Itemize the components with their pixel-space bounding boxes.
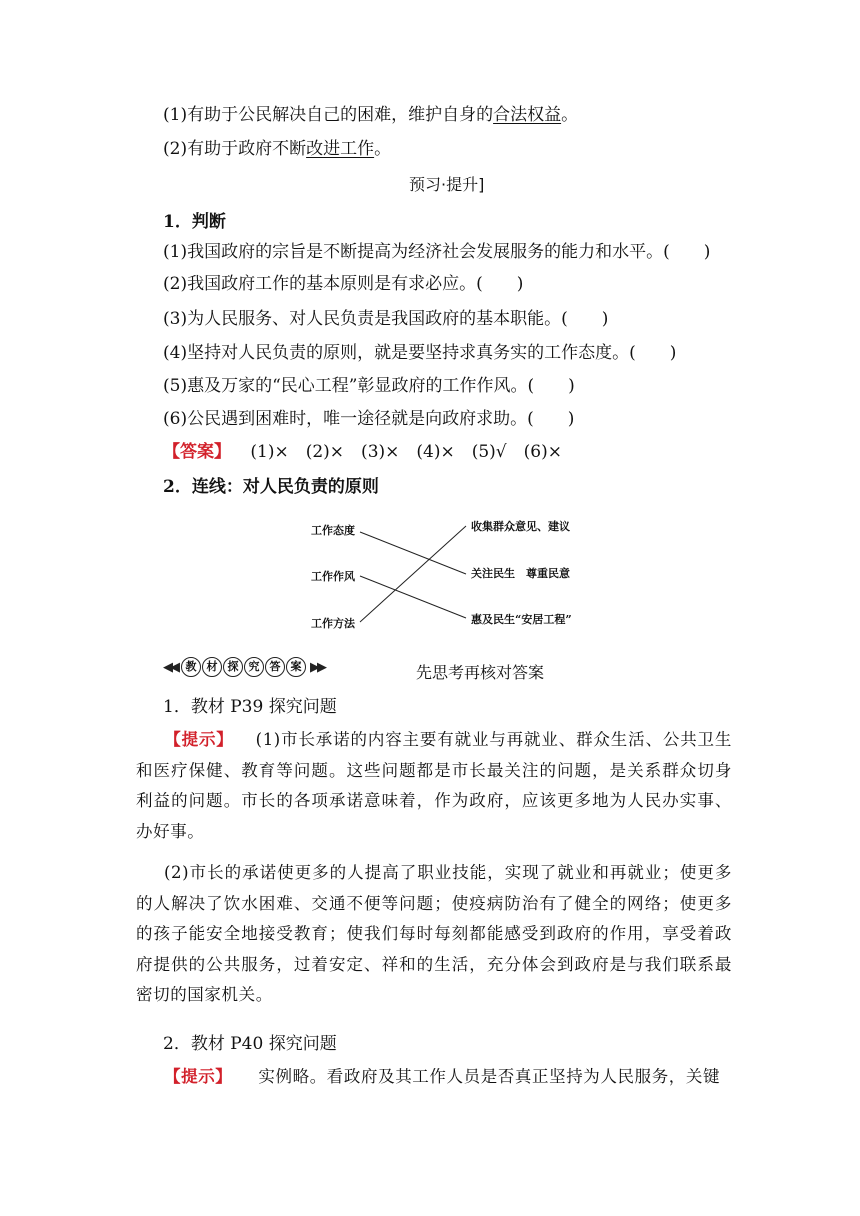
intro-line-2-underlined: 改进工作 (306, 139, 375, 159)
intro-line-1 (163, 104, 578, 126)
intro-line-2-prefix: (2)有助于政府不断 (163, 139, 307, 159)
banner-char-4: 究 (244, 657, 264, 677)
q2-p1-text: 实例略。看政府及其工作人员是否真正坚持为人民服务，关键 (258, 1067, 721, 1086)
connect-title-text: 2．连线：对人民负责的原则 (163, 477, 379, 497)
q1-paragraph-1 (136, 725, 732, 847)
banner-char-1: 教 (181, 657, 201, 677)
diagram-right-1: 收集群众意见、建议 (471, 520, 570, 533)
answer-row (163, 441, 562, 463)
hint-label-1: 【提示】 (164, 730, 234, 749)
explore-banner (163, 656, 324, 678)
judge-item-5: (5)惠及万家的“民心工程”彰显政府的工作作风。( ) (163, 376, 575, 396)
q2-title: 2．教材 P40 探究问题 (163, 1034, 337, 1054)
q1-p1-text: (1)市长承诺的内容主要有就业与再就业、群众生活、公共卫生和医疗保健、教育等问题。这些问题都是市长最关注的问题，是关系群众切身利益的问题。市长的各项承诺意味着，作为政府，应该更多地为人民办实事、办好事。 (136, 730, 732, 841)
judge-item-4: (4)坚持对人民负责的原则，就是要坚持求真务实的工作态度。( ) (163, 343, 677, 363)
intro-line-1-prefix: (1)有助于公民解决自己的困难，维护自身的 (163, 105, 494, 125)
connector-line-1 (360, 532, 466, 574)
section-heading: 预习·提升] (409, 175, 485, 194)
hint-label-2: 【提示】 (164, 1067, 233, 1086)
diagram-right-2: 关注民生 尊重民意 (471, 567, 570, 580)
judge-item-6: (6)公民遇到困难时，唯一途径就是向政府求助。( ) (163, 409, 575, 429)
banner-left-arrows-icon: ◀◀ (163, 659, 177, 675)
judge-item-1: (1)我国政府的宗旨是不断提高为经济社会发展服务的能力和水平。( ) (163, 242, 711, 262)
answer-label: 【答案】 (163, 442, 231, 462)
q2-paragraph (136, 1062, 732, 1093)
diagram-left-2: 工作作风 (311, 570, 355, 583)
intro-line-2 (163, 138, 391, 160)
diagram-left-3: 工作方法 (311, 617, 355, 630)
connector-line-2 (360, 576, 466, 618)
diagram-left-1: 工作态度 (311, 524, 355, 537)
q1-title: 1．教材 P39 探究问题 (163, 697, 337, 717)
matching-diagram (0, 510, 860, 630)
judge-title: 1．判断 (163, 212, 226, 232)
intro-line-1-underlined: 合法权益 (493, 105, 562, 125)
banner-char-2: 材 (202, 657, 222, 677)
answer-values: (1)× (2)× (3)× (4)× (5)√ (6)× (250, 442, 562, 462)
diagram-right-3: 惠及民生“安居工程” (471, 613, 572, 626)
judge-item-3: (3)为人民服务、对人民负责是我国政府的基本职能。( ) (163, 309, 609, 329)
judge-item-2: (2)我国政府工作的基本原则是有求必应。( ) (163, 274, 524, 294)
banner-char-6: 案 (286, 657, 306, 677)
connector-line-3 (360, 526, 466, 622)
banner-char-3: 探 (223, 657, 243, 677)
banner-side-text: 先思考再核对答案 (416, 663, 545, 682)
intro-line-2-suffix: 。 (374, 139, 392, 159)
connect-title (163, 476, 379, 498)
q1-paragraph-2 (136, 858, 732, 1011)
banner-right-arrows-icon: ▶▶ (310, 659, 324, 675)
q1-p2-text: (2)市长的承诺使更多的人提高了职业技能，实现了就业和再就业；使更多的人解决了饮水困难、交通不便等问题；使疫病防治有了健全的网络；使更多的孩子能安全地接受教育；使我们每时每刻都能感受到政府的作用，享受着政府提供的公共服务，过着安定、祥和的生活，充分体会到政府是与我们联系最密切的国家机关。 (136, 863, 732, 1004)
intro-line-1-suffix: 。 (561, 105, 579, 125)
banner-char-5: 答 (265, 657, 285, 677)
